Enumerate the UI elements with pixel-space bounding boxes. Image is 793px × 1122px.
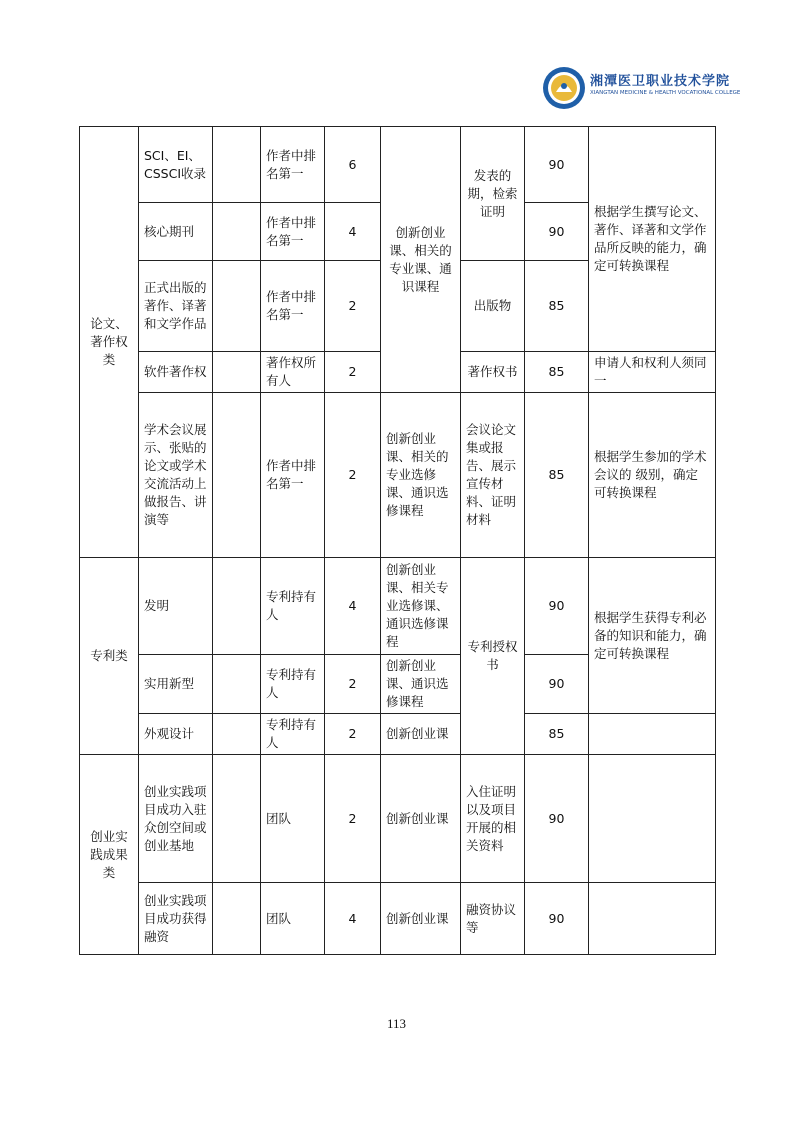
score-cell: 90 [525, 558, 589, 655]
item-cell: 创业实践项目成功入驻众创空间或创业基地 [139, 755, 213, 883]
table-row [80, 714, 716, 755]
requirement-cell: 专利持有人 [261, 714, 325, 755]
item-cell: 学术会议展示、张贴的论文或学术交流活动上做报告、讲演等 [139, 393, 213, 558]
score-cell: 90 [525, 203, 589, 261]
score-cell: 90 [525, 655, 589, 714]
proof-cell: 融资协议等 [461, 883, 525, 955]
course-cell: 创新创业课 [381, 755, 461, 883]
requirement-cell: 专利持有人 [261, 655, 325, 714]
credits-cell: 2 [325, 393, 381, 558]
item-cell: 核心期刊 [139, 203, 213, 261]
level-cell [213, 755, 261, 883]
item-cell: SCI、EI、CSSCI收录 [139, 127, 213, 203]
school-logo [542, 66, 741, 112]
requirement-cell: 作者中排名第一 [261, 203, 325, 261]
course-cell: 创新创业课、相关专业选修课、通识选修课程 [381, 558, 461, 655]
level-cell [213, 203, 261, 261]
course-cell: 创新创业课、通识选修课程 [381, 655, 461, 714]
note-cell [589, 755, 716, 883]
course-cell: 创新创业课 [381, 714, 461, 755]
course-cell: 创新创业课、相关的专业课、通识课程 [381, 127, 461, 393]
level-cell [213, 883, 261, 955]
item-cell: 正式出版的著作、译著和文学作品 [139, 261, 213, 352]
category-cell: 创业实践成果类 [80, 755, 139, 955]
course-cell: 创新创业课、相关的专业选修课、通识选修课程 [381, 393, 461, 558]
requirement-cell: 专利持有人 [261, 558, 325, 655]
item-cell: 发明 [139, 558, 213, 655]
score-cell: 90 [525, 127, 589, 203]
proof-cell: 出版物 [461, 261, 525, 352]
level-cell [213, 352, 261, 393]
score-cell: 85 [525, 393, 589, 558]
score-cell: 85 [525, 714, 589, 755]
item-cell: 创业实践项目成功获得融资 [139, 883, 213, 955]
category-cell: 论文、著作权类 [80, 127, 139, 558]
score-cell: 85 [525, 352, 589, 393]
note-cell [589, 714, 716, 755]
item-cell: 外观设计 [139, 714, 213, 755]
course-cell: 创新创业课 [381, 883, 461, 955]
credits-cell: 2 [325, 352, 381, 393]
score-cell: 90 [525, 755, 589, 883]
credits-cell: 4 [325, 203, 381, 261]
credits-cell: 4 [325, 883, 381, 955]
credits-cell: 4 [325, 558, 381, 655]
proof-cell: 发表的期，检索证明 [461, 127, 525, 261]
category-cell: 专利类 [80, 558, 139, 755]
table-row [80, 558, 716, 655]
note-cell: 申请人和权利人须同一 [589, 352, 716, 393]
credits-cell: 2 [325, 755, 381, 883]
proof-cell: 著作权书 [461, 352, 525, 393]
proof-cell: 专利授权书 [461, 558, 525, 755]
score-cell: 85 [525, 261, 589, 352]
school-seal-icon [542, 66, 586, 110]
score-cell: 90 [525, 883, 589, 955]
requirement-cell: 团队 [261, 883, 325, 955]
credit-conversion-table [79, 126, 716, 955]
note-cell: 根据学生获得专利必备的知识和能力，确定可转换课程 [589, 558, 716, 714]
note-cell: 根据学生撰写论文、著作、译著和文学作品所反映的能力，确定可转换课程 [589, 127, 716, 352]
level-cell [213, 655, 261, 714]
school-name-en: XIANGTAN MEDICINE & HEALTH VOCATIONAL COLLEGE [590, 90, 741, 96]
note-cell: 根据学生参加的学术会议的 级别，确定可转换课程 [589, 393, 716, 558]
table-row [80, 393, 716, 558]
level-cell [213, 714, 261, 755]
level-cell [213, 261, 261, 352]
requirement-cell: 著作权所有人 [261, 352, 325, 393]
credits-cell: 2 [325, 655, 381, 714]
requirement-cell: 作者中排名第一 [261, 127, 325, 203]
table-row [80, 883, 716, 955]
requirement-cell: 团队 [261, 755, 325, 883]
requirement-cell: 作者中排名第一 [261, 393, 325, 558]
level-cell [213, 558, 261, 655]
note-cell [589, 883, 716, 955]
level-cell [213, 393, 261, 558]
item-cell: 软件著作权 [139, 352, 213, 393]
proof-cell: 会议论文集或报告、展示宣传材料、证明材料 [461, 393, 525, 558]
credits-cell: 2 [325, 261, 381, 352]
table-row [80, 755, 716, 883]
level-cell [213, 127, 261, 203]
school-name: 湘潭医卫职业技术学院 [590, 74, 731, 89]
credits-cell: 2 [325, 714, 381, 755]
item-cell: 实用新型 [139, 655, 213, 714]
requirement-cell: 作者中排名第一 [261, 261, 325, 352]
page-number: 113 [386, 1016, 407, 1031]
table-row [80, 127, 716, 203]
proof-cell: 入住证明以及项目开展的相关资料 [461, 755, 525, 883]
credits-cell: 6 [325, 127, 381, 203]
